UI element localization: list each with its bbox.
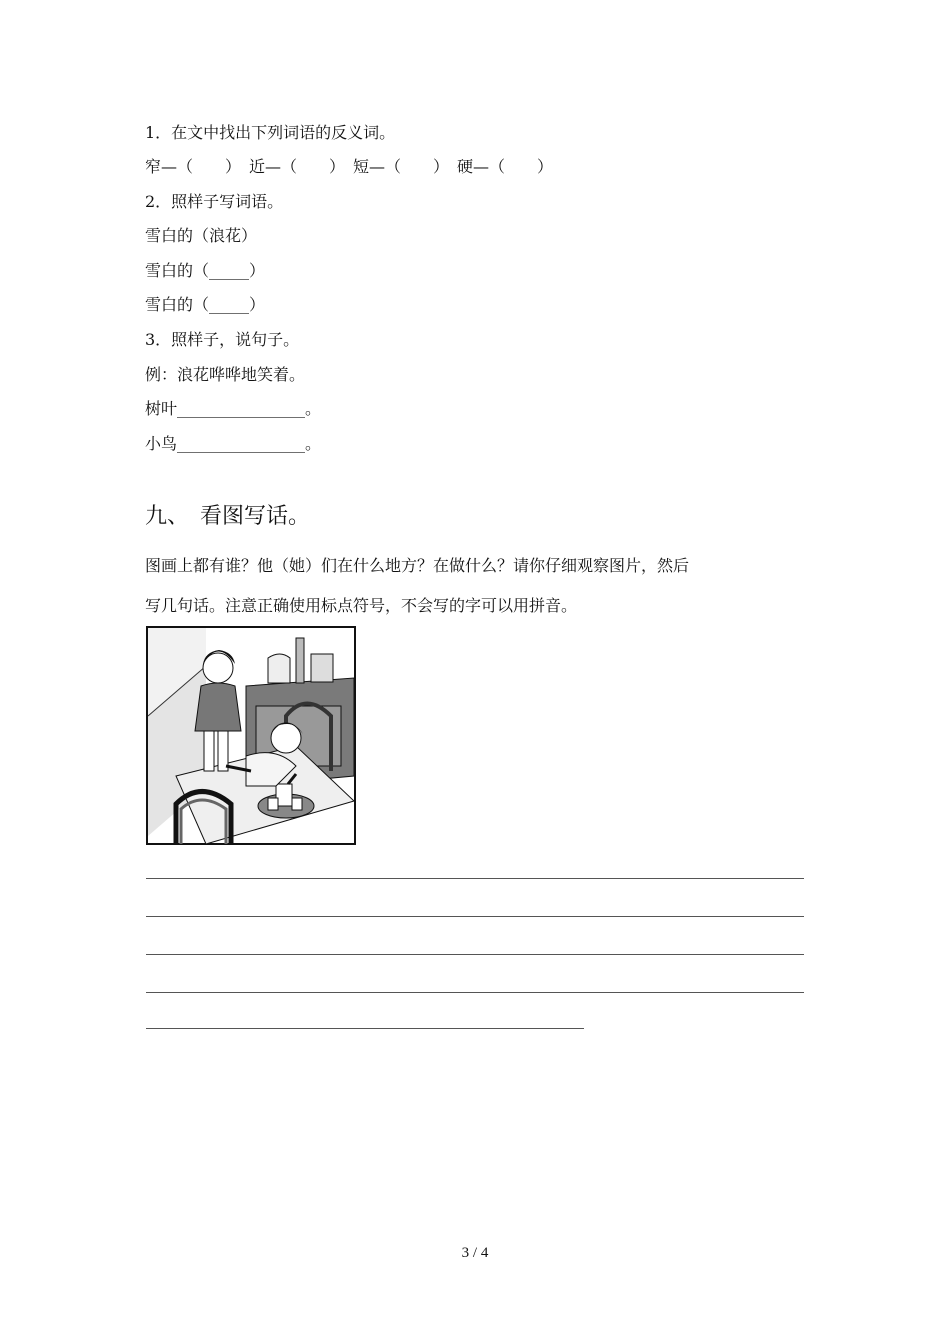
writing-line-1[interactable] bbox=[146, 878, 804, 879]
q2-blank-1: 雪白的（_____） bbox=[145, 261, 266, 280]
illustration bbox=[146, 626, 356, 845]
writing-line-2[interactable] bbox=[146, 916, 804, 917]
page-number: 3 / 4 bbox=[461, 1245, 489, 1261]
writing-line-4[interactable] bbox=[146, 992, 804, 993]
section-9-prompt-line-1: 图画上都有谁？他（她）们在什么地方？在做什么？请你仔细观察图片，然后 bbox=[145, 556, 690, 575]
q2-title: 2．照样子写词语。 bbox=[145, 192, 284, 211]
q3-title: 3．照样子，说句子。 bbox=[145, 330, 300, 349]
q3-line-1: 树叶________________。 bbox=[145, 399, 322, 418]
section-9-prompt-line-2: 写几句话。注意正确使用标点符号，不会写的字可以用拼音。 bbox=[145, 596, 578, 615]
q1-title: 1．在文中找出下列词语的反义词。 bbox=[145, 123, 396, 142]
writing-line-5[interactable] bbox=[146, 1028, 584, 1029]
q1-antonym-pairs: 窄—（ ） 近—（ ） 短—（ ） 硬—（ ） bbox=[145, 157, 554, 176]
writing-line-3[interactable] bbox=[146, 954, 804, 955]
q2-example: 雪白的（浪花） bbox=[145, 226, 258, 245]
q3-example: 例：浪花哗哗地笑着。 bbox=[145, 365, 306, 384]
q3-line-2: 小鸟________________。 bbox=[145, 434, 322, 453]
q2-blank-2: 雪白的（_____） bbox=[145, 295, 266, 314]
section-9-title: 九、 看图写话。 bbox=[145, 504, 311, 529]
